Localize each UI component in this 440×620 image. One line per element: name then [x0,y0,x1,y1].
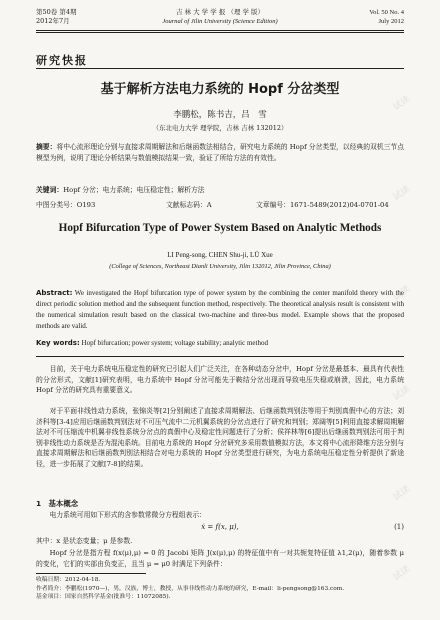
abstract-cn-text: 将中心流形理论分别与直接求周期解法和后继函数法相结合，研究电力系统的 Hopf 分岔类型，以经典的双机三节点模型为例，说明了理论分析结果与数值模拟结果一致，验证了所给方法的有效性。 [36,143,404,162]
footnote-rule [36,573,146,574]
body-paragraph-intro: 目前，关于电力系统电压稳定性的研究已引起人们广泛关注，在各种动态分岔中，Hopf 分岔是最基本、最具有代表性的分岔形式，文献[1]研究表明，电力系统中 Hopf 分岔可能先于鞍结分岔出现而导致电压失稳或崩溃，因此，电力系统 Hopf 分岔的研究具有重要意义。 [36,365,404,394]
keywords-cn [36,185,404,196]
volume-number-en: Vol. 50 No. 4 [369,9,404,16]
body-paragraph-variables: 其中：x 是状态变量；μ 是参数. [36,537,133,545]
abstract-en [36,288,404,332]
equation-1-number: (1) [394,523,404,531]
paper-title-cn: 基于解析方法电力系统的 Hopf 分岔类型 [100,82,340,97]
watermark: 试读 [391,484,413,503]
paper-title-en: Hopf Bifurcation Type of Power System Based on Analytic Methods [58,222,382,234]
section-rule [36,68,404,69]
article-number: 文章编号：1671-5489(2012)04-0701-04 [256,201,389,209]
authors-en: LI Peng-song, CHEN Shu-ji, LÜ Xue [167,251,273,259]
body-paragraph-review: 对于平面非线性动力系统，张锦炎等[2]分别阐述了直接求周期解法、后继函数判别法等用于判别真假中心的方法；刘济科等[3-4]应用后继函数判别法对不可压气流中二元机翼系统的分岔点进行了研究和判别；郑阔等[5]利用直接求解周期解法对不可压缩流中机翼非线性系统分岔点的真假中心及稳定性问题进行了分析；侯祥林等[6]提出后继函数判别法可用于判别非线性动力系统是否为混沌系统。目前电力系统的 Hopf 分岔研究多采用数值模拟方法，本文将中心流形降维方法分别与直接求周期解法和后继函数判别法相结合对电力系统的 Hopf 分岔类型进行研究，为电力系统电压稳定性分析提供了新途径，进一步拓展了文献[7-8]的结果。 [36,407,404,468]
abstract-rule [36,356,404,357]
keywords-en-label: Key words: [36,339,80,347]
keywords-en-text: Hopf bifurcation; power system; voltage stability; analytic method [81,339,268,347]
section-label: 研究快报 [36,54,88,67]
month-year-en: July 2012 [378,18,404,25]
body-paragraph-model: 电力系统可用如下形式的含参数常微分方程组表示： [49,511,206,519]
journal-name-en: Journal of Jilin University (Science Edition) [162,18,278,25]
keywords-cn-text: Hopf 分岔；电力系统；电压稳定性；解析方法 [63,186,205,194]
abstract-en-label: Abstract: [36,289,73,297]
clc-number: 中图分类号：O193 [36,201,96,209]
issue-date: 2012年7月 [36,17,70,25]
watermark: 试读 [391,564,413,583]
journal-name-cn: 吉 林 大 学 学 报 （理 学 版） [175,8,265,16]
section-heading-basic-concepts: 1 基本概念 [36,499,79,508]
keywords-cn-label: 关键词： [36,186,64,194]
abstract-en-text: We investigated the Hopf bifurcation type of power system by the combining the center manifold theory with the direct periodic solution method and the subsequent function method, respectively. The theoretical analysis result is consistent with the numerical simulation result based on the classical two-machine and three-bus model. Example shows that the proposed methods are valid. [36,289,404,330]
footnote-author: 作者简介：李鹏松(1970—)，男，汉族，博士，教授，从事非线性动力系统的研究，E-mail：li-pengsong@163.com. [36,585,345,592]
authors-cn: 李鹏松，陈书吉，吕 雪 [173,110,267,120]
footnote-received: 收稿日期：2012-04-18. [36,577,101,583]
document-code: 文献标志码：A [166,201,212,209]
body-paragraph-hopf-def: Hopf 分岔是指方程 f(x(μ),μ) = 0 的 Jacobi 矩阵 J(x(μ),μ) 的特征值中有一对共轭复特征值 λ1,2(μ)，随着参数 μ 的变化，它们的实部由负变正，且当 μ = μ0 时满足下列条件： [36,549,404,568]
watermark: 试读 [391,184,413,203]
footnotes [36,576,404,602]
watermark: 试读 [391,284,413,303]
footnote-fund: 基金项目：国家自然科学基金(批准号：11072085). [36,594,171,600]
equation-1-formula: ẋ = f(x, μ), [201,523,239,531]
watermark: 试读 [391,94,413,113]
affiliation-en: (College of Sciences, Northeast Dianli University, Jilin 132012, Jilin Province, China) [109,263,331,270]
volume-issue: 第50卷 第4期 [36,8,77,16]
header-rule-thin [36,32,404,33]
affiliation-cn: （东北电力大学 理学院，吉林 吉林 132012） [152,124,288,132]
header-rule [36,30,404,31]
journal-volume-en [369,8,404,26]
abstract-cn [36,142,404,163]
abstract-cn-label: 摘要： [36,143,57,151]
watermark: 试读 [391,384,413,403]
keywords-en [36,338,404,349]
